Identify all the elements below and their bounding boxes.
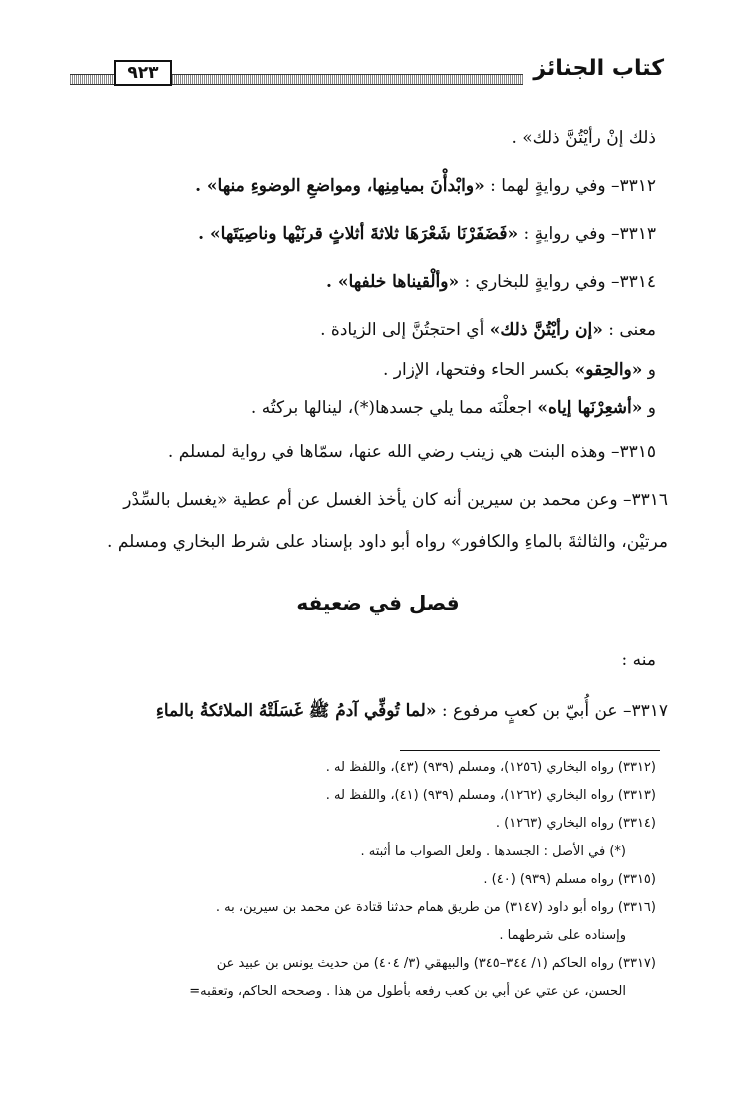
- footnote-3316-cont: وإسناده على شرطهما .: [499, 928, 626, 943]
- footnote-3313: (٣٣١٣) رواه البخاري (١٢٦٢)، ومسلم (٩٣٩) (٤١)، واللفظ له .: [325, 788, 656, 803]
- hadith-3312-intro: ٣٣١٢– وفي روايةٍ لهما :: [490, 176, 656, 196]
- footnote-3317-cont: الحسن، عن عتي عن أبي بن كعب رفعه بأطول من هذا . وصححه الحاكم، وتعقبه=: [189, 984, 626, 999]
- meaning-line-3: [76, 398, 656, 418]
- hadith-3314: [76, 272, 656, 292]
- hadith-3316-line-1: ٣٣١٦– وعن محمد بن سيرين أنه كان يأخذ الغسل عن أم عطية «يغسل بالسِّدْر: [123, 490, 668, 510]
- meaning-gloss-3: اجعلْنَه مما يلي جسدها(*)، لينالها بركتُه .: [250, 398, 532, 418]
- minhu-label: منه :: [621, 650, 656, 670]
- footnote-3314: (٣٣١٤) رواه البخاري (١٢٦٣) .: [495, 816, 656, 831]
- footnote-3312: (٣٣١٢) رواه البخاري (١٢٥٦)، ومسلم (٩٣٩) (٤٣)، واللفظ له .: [325, 760, 656, 775]
- page-number: ٩٢٣: [114, 60, 172, 86]
- book-title: كتاب الجنائز: [523, 52, 670, 86]
- meaning-term-2: «والحِقو»: [574, 360, 643, 380]
- page-header: [70, 52, 670, 92]
- footnote-3315: (٣٣١٥) رواه مسلم (٩٣٩) (٤٠) .: [483, 872, 656, 887]
- hadith-3313: [76, 224, 656, 244]
- hadith-3317-quote: «لما تُوفِّي آدمُ ﷺ غَسَلَتْهُ الملائكةُ بالماءِ: [155, 701, 437, 721]
- hadith-3312: [76, 176, 656, 196]
- meaning-label: معنى :: [608, 320, 656, 340]
- hadith-3313-intro: ٣٣١٣– وفي روايةٍ :: [523, 224, 656, 244]
- hadith-3317-intro: ٣٣١٧– عن أُبيّ بن كعبٍ مرفوع :: [441, 701, 668, 721]
- meaning-conj-3: و: [647, 398, 656, 418]
- text-line-continuation: ذلك إنْ رأيْتُنَّ ذلك» .: [511, 128, 656, 148]
- footnote-3317: (٣٣١٧) رواه الحاكم (١/ ٣٤٤–٣٤٥) والبيهقي (٣/ ٤٠٤) من حديث يونس بن عبيد عن: [216, 956, 656, 971]
- section-heading: فصل في ضعيفه: [296, 591, 460, 615]
- meaning-conj-2: و: [647, 360, 656, 380]
- hadith-3317: [58, 700, 668, 725]
- footnote-3316: (٣٣١٦) رواه أبو داود (٣١٤٧) من طريق همام حدثنا قتادة عن محمد بن سيرين، به .: [215, 900, 656, 915]
- meaning-gloss-1: أي احتجتُنَّ إلى الزيادة .: [320, 320, 485, 340]
- meaning-line-1: [76, 320, 656, 340]
- hadith-3315: ٣٣١٥– وهذه البنت هي زينب رضي الله عنها، سمّاها في رواية لمسلم .: [167, 442, 656, 462]
- meaning-term-1: «إن رأيْتُنَّ ذلك»: [489, 320, 603, 340]
- hadith-3312-quote: «وابْدأْنَ بميامِنِها، ومواضعِ الوضوءِ منها» .: [195, 176, 485, 196]
- meaning-line-2: [76, 360, 656, 380]
- footnote-asterisk: (*) في الأصل : الجسدها . ولعل الصواب ما أثبته .: [360, 844, 626, 859]
- meaning-term-3: «أشعِرْنَها إياه»: [537, 398, 643, 418]
- hadith-3316-line-2: مرتيْن، والثالثةَ بالماءِ والكافور» رواه أبو داود بإسناد على شرط البخاري ومسلم .: [107, 532, 668, 552]
- hadith-3314-intro: ٣٣١٤– وفي روايةٍ للبخاري :: [464, 272, 656, 292]
- hadith-3314-quote: «وألْقيناها خلفها» .: [326, 272, 460, 292]
- hadith-3313-quote: «فَضَفَرْنَا شَعْرَهَا ثلاثةَ أثلاثٍ قرنَيْها وناصِيَتَها» .: [198, 224, 519, 244]
- footnote-divider: [400, 750, 660, 751]
- meaning-gloss-2: بكسر الحاء وفتحها، الإزار .: [383, 360, 570, 380]
